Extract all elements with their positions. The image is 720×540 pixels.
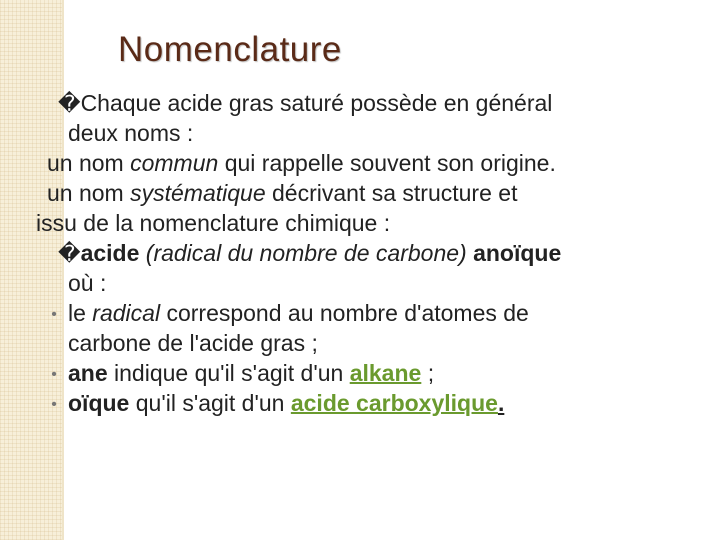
bullet-item-ane: • ane indique qu'il s'agit d'un alkane ; [36,358,696,388]
line-7: où : [68,270,107,296]
slide-title: Nomenclature [118,30,342,69]
missing-glyph-icon: � [58,91,81,116]
bullet-icon: • [51,366,57,383]
bullet-icon: • [51,306,57,323]
line-1: �Chaque acide gras saturé possède en général [58,90,553,116]
line-3: un nom commun qui rappelle souvent son origine. [47,150,556,176]
slide-body [36,88,696,418]
line-2: deux noms : [68,120,194,146]
line-6: �acide (radical du nombre de carbone) anoïque [58,240,562,266]
bullet-item-radical-cont: carbone de l'acide gras ; [68,330,318,356]
bullet-item-radical: • le radical correspond au nombre d'atomes de [36,298,696,328]
line-5: issu de la nomenclature chimique : [36,210,391,236]
acide-carboxylique-link[interactable]: acide carboxylique [290,390,498,416]
missing-glyph-icon: � [58,241,81,266]
bullet-icon: • [51,396,57,413]
line-4: un nom systématique décrivant sa structure et [47,180,518,206]
alkane-link[interactable]: alkane [349,360,422,386]
bullet-item-oique: • oïque qu'il s'agit d'un acide carboxylique. [36,388,696,418]
